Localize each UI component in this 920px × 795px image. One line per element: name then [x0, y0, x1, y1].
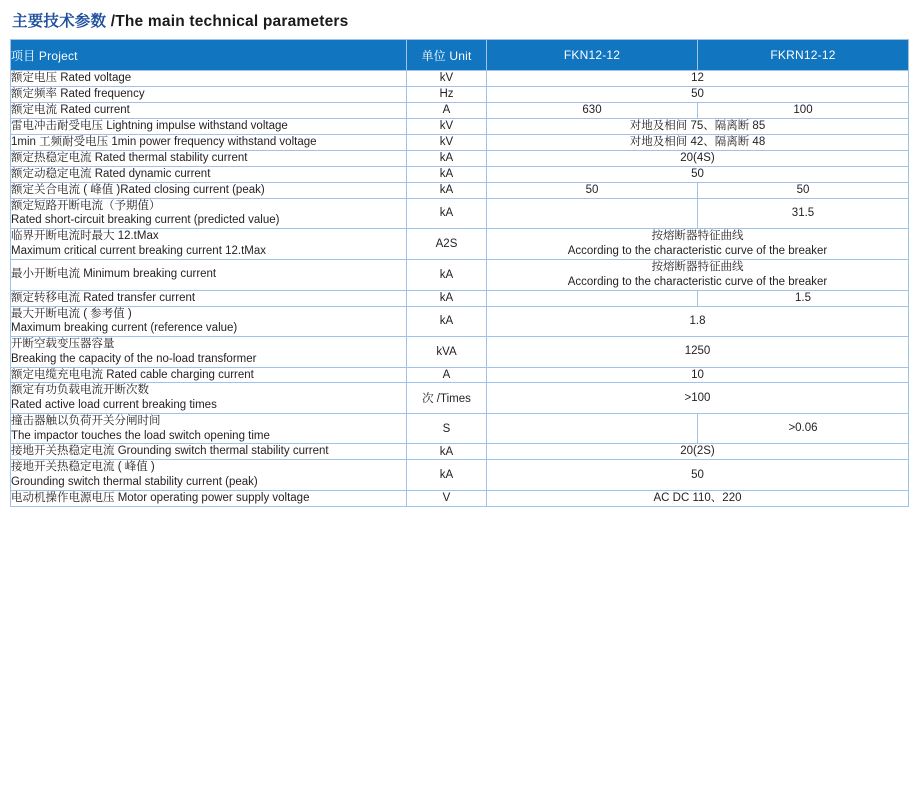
cell-unit: kA — [407, 182, 487, 198]
cell-project — [11, 337, 407, 367]
table-row — [11, 290, 909, 306]
page-title-cn: 主要技术参数 — [12, 13, 111, 30]
cell-project: 额定动稳定电流 Rated dynamic current — [11, 166, 407, 182]
cell-project-line2: Breaking the capacity of the no-load transformer — [11, 352, 257, 365]
cell-value-merged: 1250 — [487, 337, 909, 367]
cell-unit: Hz — [407, 86, 487, 102]
table-row — [11, 102, 909, 118]
cell-project — [11, 460, 407, 490]
cell-value-fkn — [487, 413, 698, 443]
cell-unit: kVA — [407, 337, 487, 367]
table-row — [11, 259, 909, 290]
cell-unit: kV — [407, 71, 487, 87]
table-row — [11, 383, 909, 413]
cell-value-line2: According to the characteristic curve of the breaker — [567, 244, 828, 257]
cell-value-merged: 50 — [487, 166, 909, 182]
cell-value-merged: 对地及相间 42、隔离断 48 — [487, 134, 909, 150]
cell-value-merged — [487, 259, 909, 290]
cell-project: 额定电流 Rated current — [11, 102, 407, 118]
cell-project — [11, 198, 407, 228]
cell-project-line2: Maximum breaking current (reference value) — [11, 322, 238, 335]
table-row — [11, 134, 909, 150]
cell-value-merged: 对地及相间 75、隔离断 85 — [487, 118, 909, 134]
table-row — [11, 71, 909, 87]
table-row — [11, 337, 909, 367]
table-row — [11, 118, 909, 134]
cell-unit: kV — [407, 118, 487, 134]
table-row — [11, 182, 909, 198]
table-row — [11, 367, 909, 383]
cell-value-fkrn: 50 — [698, 182, 909, 198]
cell-project — [11, 413, 407, 443]
table-row — [11, 228, 909, 259]
cell-project-line1: 撞击器触以负荷开关分闸时间 — [11, 414, 161, 427]
table-row — [11, 166, 909, 182]
cell-value-merged: 50 — [487, 460, 909, 490]
cell-value-fkrn: 1.5 — [698, 290, 909, 306]
cell-project — [11, 228, 407, 259]
cell-unit: kA — [407, 198, 487, 228]
column-header-fkrn12: FKRN12-12 — [698, 40, 909, 71]
cell-value-merged: 50 — [487, 86, 909, 102]
table-row — [11, 86, 909, 102]
cell-project-line2: The impactor touches the load switch opening time — [11, 429, 270, 442]
cell-project-line1: 额定有功负载电流开断次数 — [11, 384, 149, 397]
cell-project-line2: Maximum critical current breaking current 12.tMax — [11, 244, 266, 257]
cell-unit: 次 /Times — [407, 383, 487, 413]
cell-project: 最小开断电流 Minimum breaking current — [11, 259, 407, 290]
table-row — [11, 460, 909, 490]
cell-value-merged: 10 — [487, 367, 909, 383]
table-row — [11, 490, 909, 506]
cell-value-merged: 20(2S) — [487, 444, 909, 460]
cell-unit: kA — [407, 290, 487, 306]
cell-value-line1: 按熔断器特征曲线 — [651, 229, 744, 242]
cell-unit: A — [407, 367, 487, 383]
cell-value-fkn: 630 — [487, 102, 698, 118]
cell-project: 电动机操作电源电压 Motor operating power supply voltage — [11, 490, 407, 506]
table-body — [11, 71, 909, 507]
column-header-fkn12: FKN12-12 — [487, 40, 698, 71]
cell-value-line1: 按熔断器特征曲线 — [651, 260, 744, 273]
cell-unit: kA — [407, 444, 487, 460]
table-header — [11, 40, 909, 71]
cell-project — [11, 306, 407, 336]
table-row — [11, 198, 909, 228]
table-row — [11, 150, 909, 166]
cell-value-merged: AC DC 110、220 — [487, 490, 909, 506]
table-row — [11, 413, 909, 443]
cell-value-fkn: 50 — [487, 182, 698, 198]
cell-project: 额定频率 Rated frequency — [11, 86, 407, 102]
cell-project: 接地开关热稳定电流 Grounding switch thermal stability current — [11, 444, 407, 460]
cell-project-line1: 临界开断电流时最大 12.tMax — [11, 230, 159, 243]
cell-unit: A2S — [407, 228, 487, 259]
cell-value-fkrn: 100 — [698, 102, 909, 118]
cell-project-line2: Rated active load current breaking times — [11, 399, 217, 412]
cell-unit: kV — [407, 134, 487, 150]
column-header-project: 项目 Project — [11, 40, 407, 71]
cell-value-merged: >100 — [487, 383, 909, 413]
cell-value-merged: 20(4S) — [487, 150, 909, 166]
cell-unit: kA — [407, 460, 487, 490]
cell-project-line2: Grounding switch thermal stability current (peak) — [11, 475, 258, 488]
cell-value-fkn — [487, 198, 698, 228]
cell-value-fkrn: 31.5 — [698, 198, 909, 228]
cell-project: 额定热稳定电流 Rated thermal stability current — [11, 150, 407, 166]
cell-value-fkrn: >0.06 — [698, 413, 909, 443]
cell-project-line1: 开断空载变压器容量 — [11, 338, 115, 351]
technical-parameters-table — [10, 39, 909, 507]
cell-value-merged: 1.8 — [487, 306, 909, 336]
table-header-row — [11, 40, 909, 71]
cell-project-line1: 最大开断电流 ( 参考值 ) — [11, 307, 132, 320]
column-header-unit: 单位 Unit — [407, 40, 487, 71]
cell-project-line1: 接地开关热稳定电流 ( 峰值 ) — [11, 461, 155, 474]
cell-unit: S — [407, 413, 487, 443]
cell-unit: A — [407, 102, 487, 118]
cell-project: 额定电缆充电电流 Rated cable charging current — [11, 367, 407, 383]
cell-project: 1min 工频耐受电压 1min power frequency withstand voltage — [11, 134, 407, 150]
cell-unit: kA — [407, 150, 487, 166]
cell-project-line2: Rated short-circuit breaking current (predicted value) — [11, 214, 280, 227]
cell-project-line1: 额定短路开断电流（予期值） — [11, 199, 161, 212]
cell-project — [11, 383, 407, 413]
cell-project: 额定转移电流 Rated transfer current — [11, 290, 407, 306]
cell-unit: kA — [407, 306, 487, 336]
cell-unit: kA — [407, 259, 487, 290]
cell-value-fkn — [487, 290, 698, 306]
cell-project: 雷电冲击耐受电压 Lightning impulse withstand voltage — [11, 118, 407, 134]
cell-value-merged: 12 — [487, 71, 909, 87]
cell-unit: kA — [407, 166, 487, 182]
cell-project: 额定关合电流 ( 峰值 )Rated closing current (peak) — [11, 182, 407, 198]
cell-value-line2: According to the characteristic curve of the breaker — [567, 275, 828, 288]
table-row — [11, 444, 909, 460]
page-title-en: /The main technical parameters — [110, 13, 349, 30]
page-title — [10, 0, 910, 39]
cell-value-merged — [487, 228, 909, 259]
cell-unit: V — [407, 490, 487, 506]
table-row — [11, 306, 909, 336]
cell-project: 额定电压 Rated voltage — [11, 71, 407, 87]
